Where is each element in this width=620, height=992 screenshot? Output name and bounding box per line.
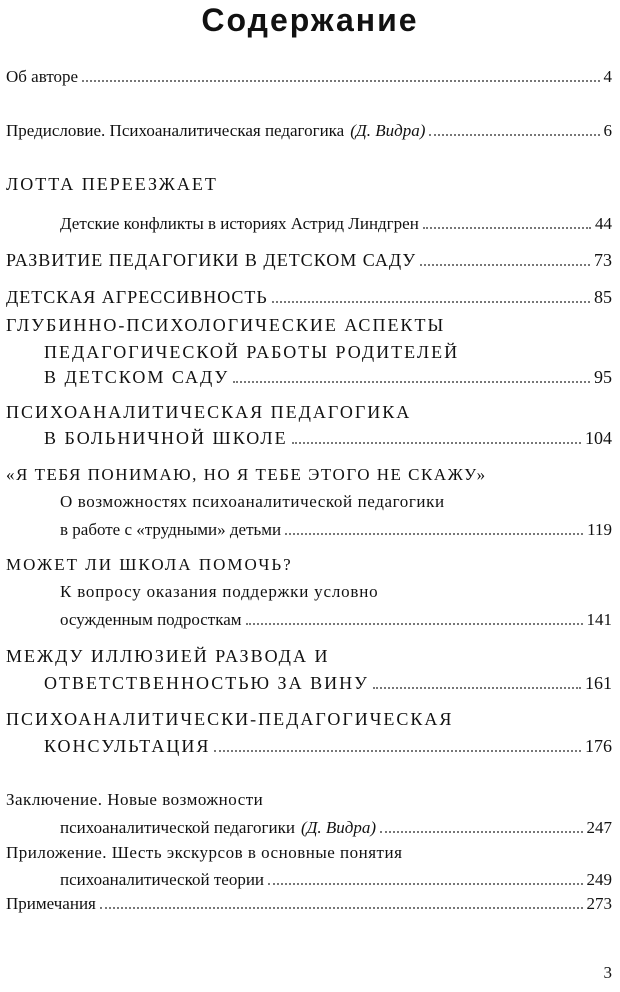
section-subtitle-continued: осужденным подросткам bbox=[60, 610, 242, 629]
dot-leader bbox=[423, 213, 591, 229]
entry-author: (Д. Видра) bbox=[300, 818, 377, 837]
entry-page-number: 4 bbox=[603, 67, 612, 86]
toc-section-divorce-line1[interactable] bbox=[6, 646, 612, 670]
section-title-continued: ПЕДАГОГИЧЕСКОЙ РАБОТЫ РОДИТЕЛЕЙ bbox=[44, 342, 460, 362]
toc-section-understand-line3[interactable] bbox=[60, 519, 612, 543]
dot-leader bbox=[246, 609, 583, 625]
entry-page-number: 95 bbox=[594, 367, 612, 387]
section-title: МЕЖДУ ИЛЛЮЗИЕЙ РАЗВОДА И bbox=[6, 646, 330, 666]
toc-entry-conflicts[interactable] bbox=[60, 213, 612, 237]
section-title: ПСИХОАНАЛИТИЧЕСКИ-ПЕДАГОГИЧЕСКАЯ bbox=[6, 709, 454, 729]
dot-leader bbox=[233, 367, 590, 383]
entry-title: Предисловие. Психоаналитическая педагогика bbox=[6, 121, 345, 140]
toc-heading: Содержание bbox=[201, 2, 419, 38]
section-subtitle: О возможностях психоаналитической педагогики bbox=[60, 492, 445, 511]
section-title: МОЖЕТ ЛИ ШКОЛА ПОМОЧЬ? bbox=[6, 555, 293, 574]
dot-leader bbox=[380, 817, 582, 833]
entry-title: Детские конфликты в историях Астрид Линдгрен bbox=[60, 214, 419, 233]
dot-leader bbox=[429, 120, 599, 136]
entry-page-number: 247 bbox=[586, 818, 612, 837]
entry-title-continued: психоаналитической теории bbox=[60, 870, 265, 889]
toc-entry-about-author[interactable] bbox=[6, 66, 612, 90]
section-title: РАЗВИТИЕ ПЕДАГОГИКИ В ДЕТСКОМ САДУ bbox=[6, 250, 417, 270]
entry-title: Приложение. Шесть экскурсов в основные понятия bbox=[6, 843, 403, 862]
dot-leader bbox=[272, 287, 590, 303]
section-subtitle: К вопросу оказания поддержки условно bbox=[60, 582, 379, 601]
section-title: ЛОТТА ПЕРЕЕЗЖАЕТ bbox=[6, 174, 218, 194]
toc-section-divorce-line2[interactable] bbox=[44, 673, 612, 697]
toc-entry-appendix-line2[interactable] bbox=[60, 869, 612, 893]
toc-entry-appendix-line1[interactable] bbox=[6, 843, 612, 867]
entry-page-number: 6 bbox=[603, 121, 612, 140]
entry-page-number: 73 bbox=[594, 250, 612, 270]
toc-section-school-line2 bbox=[60, 582, 612, 606]
entry-page-number: 161 bbox=[585, 673, 612, 693]
dot-leader bbox=[420, 250, 590, 266]
section-title: ДЕТСКАЯ АГРЕССИВНОСТЬ bbox=[6, 287, 268, 307]
page-number: 3 bbox=[603, 963, 612, 982]
entry-page-number: 44 bbox=[595, 214, 612, 233]
section-title-continued: В БОЛЬНИЧНОЙ ШКОЛЕ bbox=[44, 428, 288, 448]
toc-entry-conclusion-line1[interactable] bbox=[6, 790, 612, 814]
toc-section-lotta[interactable] bbox=[6, 174, 612, 198]
entry-page-number: 85 bbox=[594, 287, 612, 307]
section-title: ПСИХОАНАЛИТИЧЕСКАЯ ПЕДАГОГИКА bbox=[6, 402, 412, 422]
toc-entry-conclusion-line2[interactable] bbox=[60, 817, 612, 841]
entry-page-number: 249 bbox=[586, 870, 612, 889]
entry-page-number: 119 bbox=[587, 520, 612, 539]
dot-leader bbox=[292, 428, 581, 444]
toc-section-depth-line1[interactable] bbox=[6, 315, 612, 339]
toc-section-consultation-line2[interactable] bbox=[44, 736, 612, 760]
entry-page-number: 176 bbox=[585, 736, 612, 756]
toc-entry-notes[interactable] bbox=[6, 893, 612, 917]
toc-section-consultation-line1[interactable] bbox=[6, 709, 612, 733]
toc-section-hospital-line1[interactable] bbox=[6, 402, 612, 426]
toc-section-depth-line2 bbox=[44, 342, 612, 366]
toc-entry-preface[interactable] bbox=[6, 120, 612, 144]
entry-title: Об авторе bbox=[6, 67, 79, 86]
section-title-continued: ОТВЕТСТВЕННОСТЬЮ ЗА ВИНУ bbox=[44, 673, 369, 693]
toc-section-hospital-line2[interactable] bbox=[44, 428, 612, 452]
entry-author: (Д. Видра) bbox=[350, 121, 426, 140]
entry-page-number: 141 bbox=[586, 610, 612, 629]
entry-title: Примечания bbox=[6, 894, 96, 913]
entry-title: Заключение. Новые возможности bbox=[6, 790, 264, 809]
dot-leader bbox=[268, 869, 582, 885]
toc-section-school-line3[interactable] bbox=[60, 609, 612, 633]
dot-leader bbox=[214, 736, 581, 752]
section-title-continued: КОНСУЛЬТАЦИЯ bbox=[44, 736, 211, 756]
toc-section-understand-line1[interactable] bbox=[6, 465, 612, 489]
entry-title-continued: психоаналитической педагогики bbox=[60, 818, 295, 837]
dot-leader bbox=[100, 893, 583, 909]
toc-section-development[interactable] bbox=[6, 250, 612, 274]
section-title: «Я ТЕБЯ ПОНИМАЮ, НО Я ТЕБЕ ЭТОГО НЕ СКАЖУ» bbox=[6, 465, 487, 484]
toc-section-school-line1[interactable] bbox=[6, 555, 612, 579]
dot-leader bbox=[82, 66, 599, 82]
toc-section-depth-line3[interactable] bbox=[44, 367, 612, 391]
dot-leader bbox=[285, 519, 583, 535]
section-title: ГЛУБИННО-ПСИХОЛОГИЧЕСКИЕ АСПЕКТЫ bbox=[6, 315, 446, 335]
entry-page-number: 273 bbox=[586, 894, 612, 913]
dot-leader bbox=[373, 673, 581, 689]
toc-section-aggression[interactable] bbox=[6, 287, 612, 311]
entry-page-number: 104 bbox=[585, 428, 612, 448]
toc-section-understand-line2 bbox=[60, 492, 612, 516]
section-subtitle-continued: в работе с «трудными» детьми bbox=[60, 520, 282, 539]
section-title-continued: В ДЕТСКОМ САДУ bbox=[44, 367, 230, 387]
